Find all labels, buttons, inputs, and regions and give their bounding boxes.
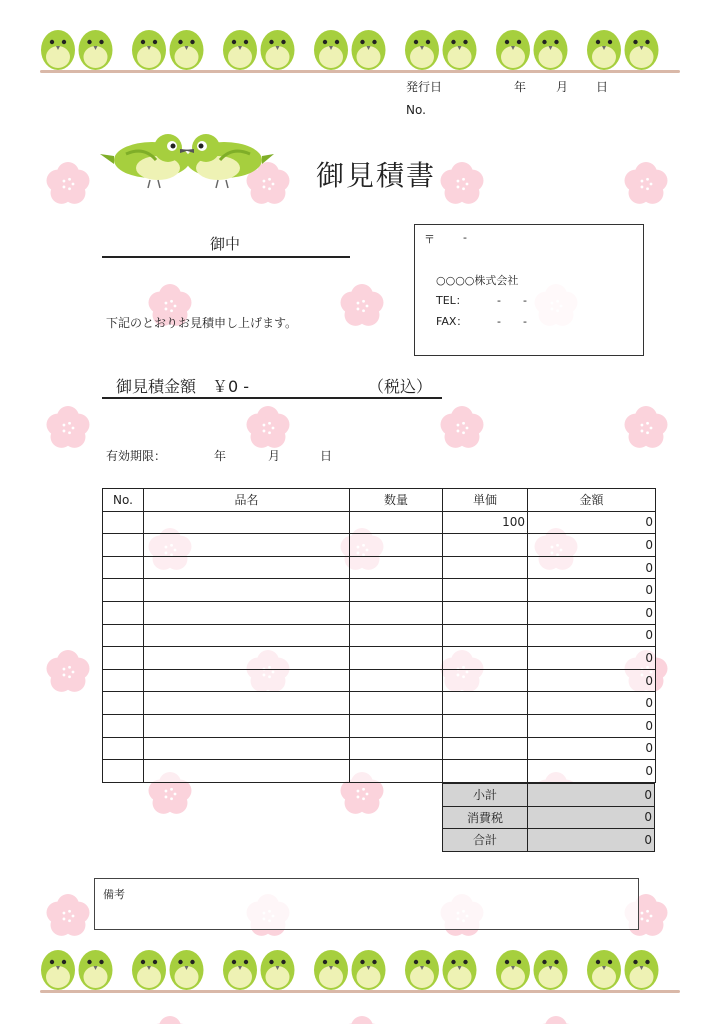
total-value: 0 [528,829,655,852]
top-bird-row-icon [40,26,680,72]
postal-mark: 〒 [424,233,435,246]
cell-amount[interactable]: 0 [528,556,656,579]
tax-included-note: （税込） [368,377,433,396]
kissing-birds-icon [100,126,274,196]
table-row [103,647,656,670]
cell-amount[interactable]: 0 [528,760,656,783]
header-amount: 金額 [528,489,656,512]
cell-unit-price[interactable] [443,647,528,670]
tax-value: 0 [528,806,655,829]
white-eye-bird-icon [496,950,530,990]
tax-label: 消費税 [443,806,528,829]
cell-no[interactable] [103,737,144,760]
cell-unit-price[interactable] [443,692,528,715]
cell-unit-price[interactable] [443,624,528,647]
cell-item-name[interactable] [144,624,350,647]
cell-quantity[interactable] [350,511,443,534]
cell-amount[interactable]: 0 [528,692,656,715]
table-header-row [103,489,656,512]
cell-quantity[interactable] [350,669,443,692]
issue-date-label: 発行日 [406,80,443,94]
cell-quantity[interactable] [350,692,443,715]
bottom-bird-row-icon [40,946,680,992]
cell-item-name[interactable] [144,534,350,557]
cell-quantity[interactable] [350,624,443,647]
white-eye-bird-icon [261,30,295,70]
white-eye-bird-icon [41,950,75,990]
cell-unit-price[interactable] [443,760,528,783]
recipient-underline [102,256,350,258]
table-row [103,669,656,692]
table-row [103,556,656,579]
totals-table [442,783,655,852]
cell-no[interactable] [103,556,144,579]
postal-code: - [463,231,467,244]
plum-blossom-icon [625,162,668,204]
cell-quantity[interactable] [350,534,443,557]
cell-no[interactable] [103,692,144,715]
cell-quantity[interactable] [350,737,443,760]
cell-amount[interactable]: 0 [528,714,656,737]
plum-blossom-icon [47,162,90,204]
plum-blossom-icon [441,162,484,204]
tax-row [443,806,655,829]
cell-quantity[interactable] [350,556,443,579]
validity-day: 日 [320,449,333,463]
white-eye-bird-icon [79,950,113,990]
cell-no[interactable] [103,534,144,557]
validity-month: 月 [268,449,281,463]
amount-underline [102,397,442,399]
white-eye-bird-icon [405,30,439,70]
cell-amount[interactable]: 0 [528,511,656,534]
validity-year: 年 [214,449,227,463]
cell-unit-price[interactable] [443,534,528,557]
cell-item-name[interactable] [144,556,350,579]
cell-amount[interactable]: 0 [528,647,656,670]
white-eye-bird-icon [534,30,568,70]
cell-no[interactable] [103,647,144,670]
notes-box[interactable] [94,878,639,930]
cell-unit-price[interactable] [443,579,528,602]
cell-quantity[interactable] [350,601,443,624]
cell-amount[interactable]: 0 [528,624,656,647]
cell-item-name[interactable] [144,601,350,624]
plum-blossom-icon [535,1016,578,1024]
white-eye-bird-icon [41,30,75,70]
cell-no[interactable] [103,511,144,534]
cell-amount[interactable]: 0 [528,669,656,692]
recipient-honorific: 御中 [210,235,241,253]
cell-quantity[interactable] [350,579,443,602]
white-eye-bird-icon [625,30,659,70]
white-eye-bird-icon [132,950,166,990]
fax-label: FAX： [436,315,468,328]
notes-label: 備考 [103,888,125,901]
table-row [103,601,656,624]
white-eye-bird-icon [405,950,439,990]
cell-no[interactable] [103,624,144,647]
amount-label: 御見積金額 [116,377,197,396]
document-number-label: No. [406,103,426,117]
white-eye-bird-icon [352,30,386,70]
white-eye-bird-icon [352,950,386,990]
cell-item-name[interactable] [144,714,350,737]
cell-item-name[interactable] [144,760,350,783]
plum-blossom-icon [47,406,90,448]
white-eye-bird-icon [79,30,113,70]
total-label: 合計 [443,829,528,852]
table-row [103,579,656,602]
white-eye-bird-icon [223,30,257,70]
cell-unit-price[interactable] [443,714,528,737]
cell-no[interactable] [103,669,144,692]
cell-quantity[interactable] [350,760,443,783]
table-row [103,714,656,737]
subtotal-row [443,784,655,807]
white-eye-bird-icon [496,30,530,70]
cell-amount[interactable]: 0 [528,737,656,760]
cell-amount[interactable]: 0 [528,579,656,602]
white-eye-bird-icon [170,950,204,990]
white-eye-bird-icon [443,950,477,990]
table-row [103,511,656,534]
company-name: ○○○○株式会社 [436,274,519,287]
white-eye-bird-icon [132,30,166,70]
header-no: No. [103,489,144,512]
white-eye-bird-icon [261,950,295,990]
header-quantity: 数量 [350,489,443,512]
cell-unit-price[interactable] [443,601,528,624]
cell-item-name[interactable] [144,692,350,715]
cell-unit-price[interactable]: 100 [443,511,528,534]
issue-day-label: 日 [596,80,609,94]
fax-value: - - [497,315,527,328]
table-row [103,624,656,647]
tel-value: - - [497,294,527,307]
cell-quantity[interactable] [350,647,443,670]
plum-blossom-icon [47,894,90,936]
issue-year-label: 年 [514,80,527,94]
cell-unit-price[interactable] [443,669,528,692]
tel-label: TEL： [436,294,467,307]
plum-blossom-icon [247,406,290,448]
page-title: 御見積書 [316,159,437,192]
white-eye-bird-icon [443,30,477,70]
intro-text: 下記のとおりお見積申し上げます。 [106,316,298,330]
validity-label: 有効期限： [106,449,167,463]
cell-item-name[interactable] [144,737,350,760]
white-eye-bird-icon [314,950,348,990]
header-unit-price: 単価 [443,489,528,512]
cell-no[interactable] [103,601,144,624]
white-eye-bird-icon [587,30,621,70]
plum-blossom-icon [341,284,384,326]
cell-item-name[interactable] [144,647,350,670]
white-eye-bird-icon [170,30,204,70]
table-row [103,692,656,715]
issue-month-label: 月 [556,80,569,94]
plum-blossom-icon [47,650,90,692]
cell-no[interactable] [103,579,144,602]
cell-quantity[interactable] [350,714,443,737]
table-row [103,534,656,557]
plum-blossom-icon [341,1016,384,1024]
header-item-name: 品名 [144,489,350,512]
white-eye-bird-icon [314,30,348,70]
cell-no[interactable] [103,760,144,783]
sender-address-box [414,224,644,356]
white-eye-bird-icon [534,950,568,990]
table-row [103,737,656,760]
items-table [102,488,656,783]
subtotal-label: 小計 [443,784,528,807]
cell-unit-price[interactable] [443,737,528,760]
plum-blossom-icon [149,1016,192,1024]
white-eye-bird-icon [587,950,621,990]
cell-amount[interactable]: 0 [528,534,656,557]
white-eye-bird-icon [625,950,659,990]
plum-blossom-icon [441,406,484,448]
cell-item-name[interactable] [144,579,350,602]
subtotal-value: 0 [528,784,655,807]
cell-unit-price[interactable] [443,556,528,579]
white-eye-bird-icon [223,950,257,990]
table-row [103,760,656,783]
plum-blossom-icon [625,406,668,448]
cell-no[interactable] [103,714,144,737]
total-row [443,829,655,852]
cell-item-name[interactable] [144,669,350,692]
cell-item-name[interactable] [144,511,350,534]
cell-amount[interactable]: 0 [528,601,656,624]
amount-value: ￥0 - [212,377,250,396]
